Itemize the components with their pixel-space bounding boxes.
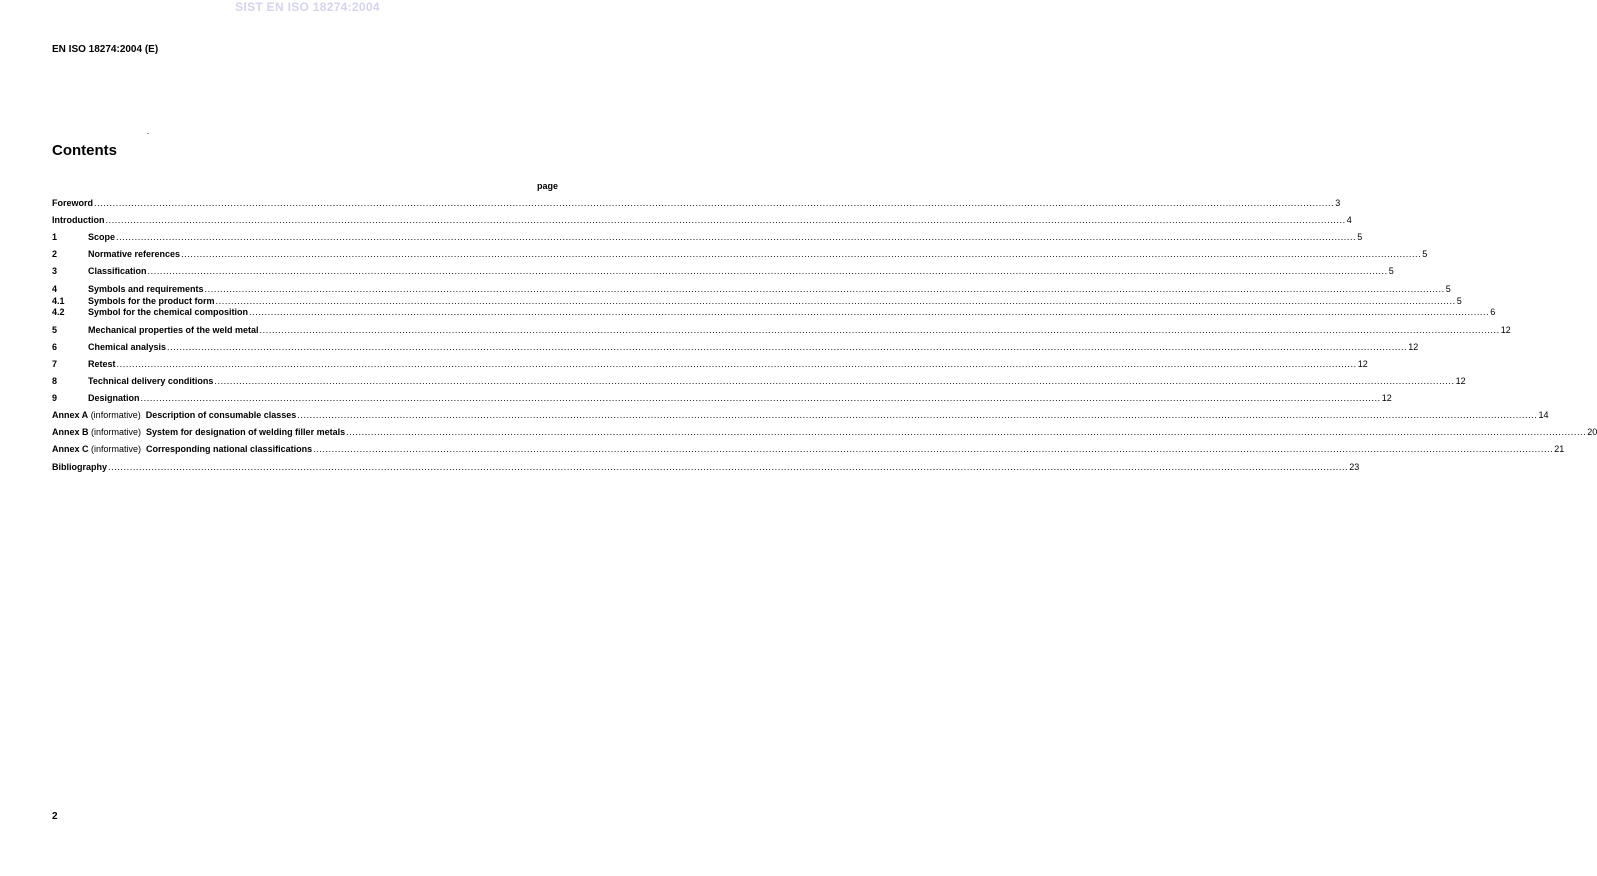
toc-entry-page: 4	[1346, 215, 1352, 225]
toc-leader-dots: ................................................................................................................................................................................................................................................................................................................................................................................................................	[167, 342, 1408, 352]
toc-entry[interactable]	[52, 307, 1496, 318]
watermark: SIST EN ISO 18274:2004	[235, 0, 380, 14]
toc-entry-title: Designation	[88, 393, 140, 403]
toc-entry[interactable]	[52, 266, 1394, 277]
toc-entry-page: 5	[1422, 249, 1428, 259]
toc-entry-page: 12	[1408, 342, 1419, 352]
toc-annex-label	[52, 427, 141, 438]
toc-entry-title: Symbol for the chemical composition	[88, 307, 249, 317]
toc-entry[interactable]	[52, 284, 1451, 295]
toc-leader-dots: ................................................................................................................................................................................................................................................................................................................................................................................................................	[249, 307, 1490, 317]
toc-entry-page: 3	[1335, 198, 1341, 208]
toc-entry[interactable]	[52, 325, 1511, 336]
toc-entry-page: 5	[1445, 284, 1451, 294]
toc-entry[interactable]	[52, 410, 1549, 421]
toc-leader-dots: ................................................................................................................................................................................................................................................................................................................................................................................................................	[108, 462, 1349, 472]
toc-entry-page: 12	[1455, 376, 1466, 386]
toc-leader-dots: ................................................................................................................................................................................................................................................................................................................................................................................................................	[259, 325, 1500, 335]
toc-entry-title: Corresponding national classifications	[146, 444, 313, 454]
toc-entry-page: 12	[1357, 359, 1368, 369]
toc-entry-number: 4.1	[52, 296, 65, 306]
toc-leader-dots: ................................................................................................................................................................................................................................................................................................................................................................................................................	[116, 232, 1357, 242]
toc-leader-dots: ................................................................................................................................................................................................................................................................................................................................................................................................................	[215, 296, 1456, 306]
toc-leader-dots: ................................................................................................................................................................................................................................................................................................................................................................................................................	[181, 249, 1422, 259]
toc-entry-number: 4.2	[52, 307, 65, 317]
toc-entry-number: 8	[52, 376, 58, 386]
toc-entry-number: 9	[52, 393, 58, 403]
toc-entry-number: 3	[52, 266, 58, 276]
toc-entry-title: Technical delivery conditions	[88, 376, 214, 386]
toc-entry[interactable]	[52, 215, 1352, 226]
page-column-label: page	[537, 181, 559, 191]
toc-annex-note: (informative)	[91, 444, 142, 454]
toc-annex-label	[52, 410, 141, 421]
toc-entry[interactable]	[52, 427, 1597, 438]
toc-entry[interactable]	[52, 359, 1368, 370]
toc-entry-title: Foreword	[52, 198, 94, 208]
toc-entry-number: 2	[52, 249, 58, 259]
toc-entry-page: 6	[1490, 307, 1496, 317]
toc-leader-dots: ................................................................................................................................................................................................................................................................................................................................................................................................................	[140, 393, 1381, 403]
contents-heading: Contents	[52, 142, 117, 159]
toc-entry-title: Bibliography	[52, 462, 108, 472]
toc-entry[interactable]	[52, 376, 1466, 387]
toc-entry-page: 5	[1357, 232, 1363, 242]
toc-leader-dots: ................................................................................................................................................................................................................................................................................................................................................................................................................	[94, 198, 1335, 208]
toc-entry-title: Mechanical properties of the weld metal	[88, 325, 259, 335]
toc-entry[interactable]	[52, 393, 1392, 404]
toc-leader-dots: ................................................................................................................................................................................................................................................................................................................................................................................................................	[297, 410, 1538, 420]
toc-leader-dots: ................................................................................................................................................................................................................................................................................................................................................................................................................	[116, 359, 1357, 369]
toc-entry-number: 7	[52, 359, 58, 369]
toc-entry[interactable]	[52, 342, 1419, 353]
toc-entry-page: 14	[1538, 410, 1549, 420]
toc-entry-title: Normative references	[88, 249, 181, 259]
toc-annex-label	[52, 444, 141, 455]
toc-annex-note: (informative)	[90, 410, 141, 420]
toc-entry-title: Classification	[88, 266, 147, 276]
toc-annex-note: (informative)	[91, 427, 142, 437]
page-number: 2	[52, 811, 58, 822]
toc-entry-title: System for designation of welding filler metals	[146, 427, 346, 437]
toc-entry-page: 20	[1587, 427, 1597, 437]
toc-entry[interactable]	[52, 249, 1428, 260]
toc-leader-dots: ................................................................................................................................................................................................................................................................................................................................................................................................................	[313, 444, 1554, 454]
document-identifier: EN ISO 18274:2004 (E)	[52, 44, 159, 55]
toc-entry-title: Description of consumable classes	[145, 410, 297, 420]
toc-entry[interactable]	[52, 444, 1565, 455]
toc-entry-page: 12	[1381, 393, 1392, 403]
toc-leader-dots: ................................................................................................................................................................................................................................................................................................................................................................................................................	[346, 427, 1587, 437]
toc-entry-number: 4	[52, 284, 58, 294]
toc-annex-letter: Annex A	[52, 410, 89, 420]
toc-entry-page: 23	[1349, 462, 1360, 472]
toc-entry[interactable]	[52, 232, 1363, 243]
toc-entry-title: Symbols and requirements	[88, 284, 204, 294]
toc-entry[interactable]	[52, 198, 1341, 209]
toc-entry-number: 5	[52, 325, 58, 335]
toc-leader-dots: ................................................................................................................................................................................................................................................................................................................................................................................................................	[204, 284, 1445, 294]
scan-speck	[147, 133, 149, 134]
toc-entry-page: 5	[1388, 266, 1394, 276]
toc-entry-title: Introduction	[52, 215, 105, 225]
toc-entry-title: Scope	[88, 232, 116, 242]
toc-leader-dots: ................................................................................................................................................................................................................................................................................................................................................................................................................	[147, 266, 1388, 276]
toc-entry-page: 12	[1500, 325, 1511, 335]
toc-entry-page: 5	[1456, 296, 1462, 306]
toc-entry-title: Chemical analysis	[88, 342, 167, 352]
toc-annex-letter: Annex C	[52, 444, 89, 454]
toc-leader-dots: ................................................................................................................................................................................................................................................................................................................................................................................................................	[105, 215, 1346, 225]
toc-entry-number: 1	[52, 232, 58, 242]
toc-entry-title: Symbols for the product form	[88, 296, 215, 306]
toc-annex-letter: Annex B	[52, 427, 89, 437]
toc-entry-number: 6	[52, 342, 58, 352]
toc-entry-page: 21	[1554, 444, 1565, 454]
toc-entry[interactable]	[52, 296, 1462, 307]
toc-entry-title: Retest	[88, 359, 116, 369]
toc-leader-dots: ................................................................................................................................................................................................................................................................................................................................................................................................................	[214, 376, 1455, 386]
toc-entry[interactable]	[52, 462, 1360, 473]
